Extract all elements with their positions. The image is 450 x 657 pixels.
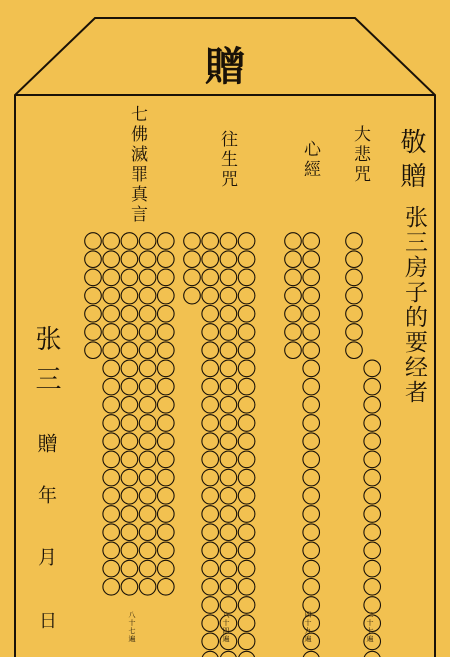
bead-circle bbox=[121, 378, 138, 395]
bead-circle bbox=[220, 560, 237, 577]
bead-circle bbox=[139, 488, 156, 505]
bead-circle bbox=[139, 542, 156, 559]
bead-circle bbox=[184, 269, 201, 286]
bead-circle bbox=[202, 542, 219, 559]
bead-circle bbox=[184, 233, 201, 250]
bead-circle bbox=[303, 415, 320, 432]
bead-circle bbox=[139, 579, 156, 596]
bead-circle bbox=[103, 342, 120, 359]
bead-circle bbox=[303, 251, 320, 268]
bead-circle bbox=[121, 579, 138, 596]
bead-circle bbox=[364, 451, 381, 468]
bead-circle bbox=[103, 433, 120, 450]
bead-circle bbox=[85, 342, 102, 359]
bead-circle bbox=[158, 306, 175, 323]
bead-circle bbox=[238, 633, 255, 650]
bead-circle bbox=[238, 579, 255, 596]
bead-circle bbox=[303, 542, 320, 559]
bead-circle bbox=[139, 506, 156, 523]
bead-circle bbox=[346, 324, 363, 341]
bead-circle bbox=[238, 524, 255, 541]
bead-circle bbox=[202, 397, 219, 414]
bead-circle bbox=[364, 469, 381, 486]
bead-circle bbox=[364, 360, 381, 377]
bead-circle bbox=[202, 506, 219, 523]
bead-circle bbox=[121, 542, 138, 559]
chant-title-great-compassion: 大悲咒 bbox=[350, 125, 370, 185]
bead-circle bbox=[303, 324, 320, 341]
bead-circle bbox=[364, 560, 381, 577]
bead-circle bbox=[220, 378, 237, 395]
bead-circle bbox=[121, 287, 138, 304]
giver-name: 张三 bbox=[31, 325, 61, 405]
bead-circle bbox=[238, 506, 255, 523]
bead-circle bbox=[364, 397, 381, 414]
bead-circle bbox=[303, 524, 320, 541]
bead-circle bbox=[303, 269, 320, 286]
bead-circle bbox=[103, 378, 120, 395]
bead-circle bbox=[103, 506, 120, 523]
count-label-rebirth: 八十四遍 bbox=[222, 611, 230, 643]
bead-circle bbox=[202, 415, 219, 432]
bead-circle bbox=[139, 324, 156, 341]
bead-circle bbox=[158, 579, 175, 596]
bead-circle bbox=[202, 233, 219, 250]
bead-circle bbox=[139, 269, 156, 286]
bead-circle bbox=[158, 415, 175, 432]
bead-circle bbox=[238, 615, 255, 632]
recipient-text: 张三房子的要经者 bbox=[401, 205, 427, 405]
bead-circle bbox=[158, 469, 175, 486]
bead-circle bbox=[285, 269, 302, 286]
bead-circle bbox=[285, 287, 302, 304]
gift-word: 贈 bbox=[34, 433, 58, 453]
bead-circle bbox=[158, 251, 175, 268]
bead-circle bbox=[303, 287, 320, 304]
bead-circle bbox=[238, 360, 255, 377]
bead-circle bbox=[139, 524, 156, 541]
bead-circle bbox=[103, 269, 120, 286]
bead-circle bbox=[220, 306, 237, 323]
bead-circle bbox=[220, 524, 237, 541]
bead-circle bbox=[238, 324, 255, 341]
bead-circle bbox=[238, 597, 255, 614]
bead-circle bbox=[202, 433, 219, 450]
bead-circle bbox=[202, 488, 219, 505]
bead-circle bbox=[220, 433, 237, 450]
bead-circle bbox=[158, 233, 175, 250]
bead-circle bbox=[139, 306, 156, 323]
bead-circle bbox=[220, 415, 237, 432]
bead-circle bbox=[220, 324, 237, 341]
bead-circle bbox=[220, 451, 237, 468]
bead-circle bbox=[220, 342, 237, 359]
bead-circle bbox=[139, 415, 156, 432]
bead-circle bbox=[202, 451, 219, 468]
bead-circle bbox=[238, 342, 255, 359]
bead-circle bbox=[158, 524, 175, 541]
bead-circle bbox=[103, 397, 120, 414]
bead-circle bbox=[220, 269, 237, 286]
bead-circle bbox=[121, 360, 138, 377]
bead-circle bbox=[238, 488, 255, 505]
bead-circle bbox=[121, 233, 138, 250]
bead-circle bbox=[202, 560, 219, 577]
bead-circle bbox=[121, 560, 138, 577]
bead-circle bbox=[364, 542, 381, 559]
bead-circle bbox=[364, 524, 381, 541]
bead-circle bbox=[202, 287, 219, 304]
bead-circle bbox=[364, 433, 381, 450]
chant-title-heart-sutra: 心經 bbox=[300, 140, 320, 180]
bead-circle bbox=[303, 451, 320, 468]
bead-circle bbox=[85, 306, 102, 323]
bead-circle bbox=[158, 397, 175, 414]
bead-circle bbox=[303, 397, 320, 414]
bead-circle bbox=[220, 397, 237, 414]
bead-circle bbox=[364, 488, 381, 505]
bead-circle bbox=[303, 306, 320, 323]
bead-circle bbox=[346, 287, 363, 304]
bead-circle bbox=[121, 488, 138, 505]
bead-circle bbox=[303, 233, 320, 250]
bead-circle bbox=[158, 360, 175, 377]
bead-circle bbox=[364, 415, 381, 432]
bead-circle bbox=[238, 542, 255, 559]
bead-circle bbox=[121, 397, 138, 414]
bead-circle bbox=[103, 579, 120, 596]
bead-circle bbox=[238, 378, 255, 395]
bead-circle bbox=[220, 233, 237, 250]
day-label: 日 bbox=[36, 611, 57, 629]
bead-circle bbox=[85, 251, 102, 268]
bead-circle bbox=[220, 251, 237, 268]
bead-circle bbox=[238, 233, 255, 250]
bead-circle bbox=[202, 342, 219, 359]
bead-circle bbox=[220, 651, 237, 657]
bead-circle bbox=[238, 560, 255, 577]
bead-circle bbox=[121, 506, 138, 523]
bead-circle bbox=[364, 506, 381, 523]
bead-circle bbox=[346, 269, 363, 286]
bead-circle bbox=[303, 560, 320, 577]
bead-circle bbox=[121, 415, 138, 432]
respect-label: 敬贈 bbox=[396, 128, 426, 196]
bead-circle bbox=[303, 651, 320, 657]
bead-circle bbox=[220, 360, 237, 377]
bead-circle bbox=[202, 269, 219, 286]
bead-circle bbox=[303, 378, 320, 395]
bead-circle bbox=[238, 397, 255, 414]
bead-circle bbox=[139, 378, 156, 395]
bead-circle bbox=[85, 269, 102, 286]
bead-circle bbox=[103, 251, 120, 268]
bead-circle bbox=[202, 251, 219, 268]
bead-circle bbox=[285, 324, 302, 341]
bead-circle bbox=[103, 560, 120, 577]
bead-circle bbox=[139, 251, 156, 268]
bead-circle bbox=[346, 342, 363, 359]
bead-circle bbox=[238, 433, 255, 450]
bead-circle bbox=[158, 433, 175, 450]
bead-circle bbox=[121, 524, 138, 541]
bead-circle bbox=[364, 579, 381, 596]
bead-circle bbox=[364, 651, 381, 657]
bead-circle bbox=[238, 651, 255, 657]
year-label: 年 bbox=[35, 485, 57, 504]
bead-circle bbox=[238, 287, 255, 304]
bead-circle bbox=[202, 324, 219, 341]
bead-circle bbox=[158, 324, 175, 341]
count-label-great-compassion: 二十七遍 bbox=[366, 611, 374, 643]
bead-circle bbox=[346, 251, 363, 268]
bead-circle bbox=[103, 324, 120, 341]
bead-circle bbox=[303, 488, 320, 505]
bead-circle bbox=[285, 342, 302, 359]
bead-circle bbox=[184, 287, 201, 304]
bead-circle bbox=[220, 506, 237, 523]
bead-circle bbox=[303, 433, 320, 450]
chant-title-rebirth: 往生咒 bbox=[217, 130, 237, 190]
bead-circle bbox=[121, 324, 138, 341]
bead-counter-grid bbox=[85, 233, 381, 657]
bead-circle bbox=[139, 342, 156, 359]
bead-circle bbox=[202, 651, 219, 657]
bead-circle bbox=[103, 542, 120, 559]
bead-circle bbox=[121, 469, 138, 486]
bead-circle bbox=[220, 488, 237, 505]
bead-circle bbox=[139, 560, 156, 577]
bead-circle bbox=[303, 360, 320, 377]
bead-circle bbox=[121, 269, 138, 286]
bead-circle bbox=[103, 488, 120, 505]
bead-circle bbox=[303, 579, 320, 596]
bead-circle bbox=[103, 469, 120, 486]
envelope-title: 贈 bbox=[205, 43, 245, 90]
bead-circle bbox=[139, 469, 156, 486]
bead-circle bbox=[158, 506, 175, 523]
bead-circle bbox=[158, 378, 175, 395]
bead-circle bbox=[103, 360, 120, 377]
bead-circle bbox=[139, 451, 156, 468]
month-label: 月 bbox=[35, 547, 57, 566]
bead-circle bbox=[121, 342, 138, 359]
bead-circle bbox=[202, 597, 219, 614]
bead-circle bbox=[303, 342, 320, 359]
bead-circle bbox=[202, 524, 219, 541]
count-label-heart-sutra: 四十九遍 bbox=[304, 611, 312, 643]
bead-circle bbox=[285, 306, 302, 323]
bead-circle bbox=[85, 287, 102, 304]
bead-circle bbox=[103, 451, 120, 468]
bead-circle bbox=[121, 451, 138, 468]
bead-circle bbox=[285, 251, 302, 268]
bead-circle bbox=[202, 579, 219, 596]
bead-circle bbox=[238, 451, 255, 468]
bead-circle bbox=[346, 306, 363, 323]
bead-circle bbox=[103, 306, 120, 323]
bead-circle bbox=[184, 251, 201, 268]
bead-circle bbox=[158, 287, 175, 304]
bead-circle bbox=[238, 469, 255, 486]
bead-circle bbox=[220, 469, 237, 486]
bead-circle bbox=[121, 433, 138, 450]
bead-circle bbox=[238, 251, 255, 268]
bead-circle bbox=[220, 287, 237, 304]
bead-circle bbox=[158, 488, 175, 505]
bead-circle bbox=[158, 542, 175, 559]
count-label-seven-buddhas: 八十七遍 bbox=[128, 611, 136, 643]
bead-circle bbox=[285, 233, 302, 250]
bead-circle bbox=[103, 233, 120, 250]
bead-circle bbox=[139, 433, 156, 450]
bead-circle bbox=[158, 342, 175, 359]
bead-circle bbox=[158, 451, 175, 468]
bead-circle bbox=[139, 397, 156, 414]
bead-circle bbox=[85, 233, 102, 250]
bead-circle bbox=[103, 524, 120, 541]
bead-circle bbox=[85, 324, 102, 341]
bead-circle bbox=[139, 360, 156, 377]
bead-circle bbox=[103, 287, 120, 304]
bead-circle bbox=[364, 378, 381, 395]
bead-circle bbox=[158, 560, 175, 577]
bead-circle bbox=[238, 415, 255, 432]
bead-circle bbox=[103, 415, 120, 432]
bead-circle bbox=[202, 306, 219, 323]
bead-circle bbox=[202, 469, 219, 486]
bead-circle bbox=[238, 306, 255, 323]
bead-circle bbox=[139, 287, 156, 304]
bead-circle bbox=[220, 542, 237, 559]
bead-circle bbox=[202, 360, 219, 377]
bead-circle bbox=[220, 579, 237, 596]
bead-circle bbox=[202, 615, 219, 632]
bead-circle bbox=[303, 506, 320, 523]
bead-circle bbox=[202, 378, 219, 395]
bead-circle bbox=[303, 469, 320, 486]
chant-title-seven-buddhas: 七佛滅罪真言 bbox=[127, 105, 147, 225]
bead-circle bbox=[238, 269, 255, 286]
bead-circle bbox=[139, 233, 156, 250]
bead-circle bbox=[202, 633, 219, 650]
bead-circle bbox=[121, 306, 138, 323]
bead-circle bbox=[158, 269, 175, 286]
bead-circle bbox=[346, 233, 363, 250]
bead-circle bbox=[121, 251, 138, 268]
